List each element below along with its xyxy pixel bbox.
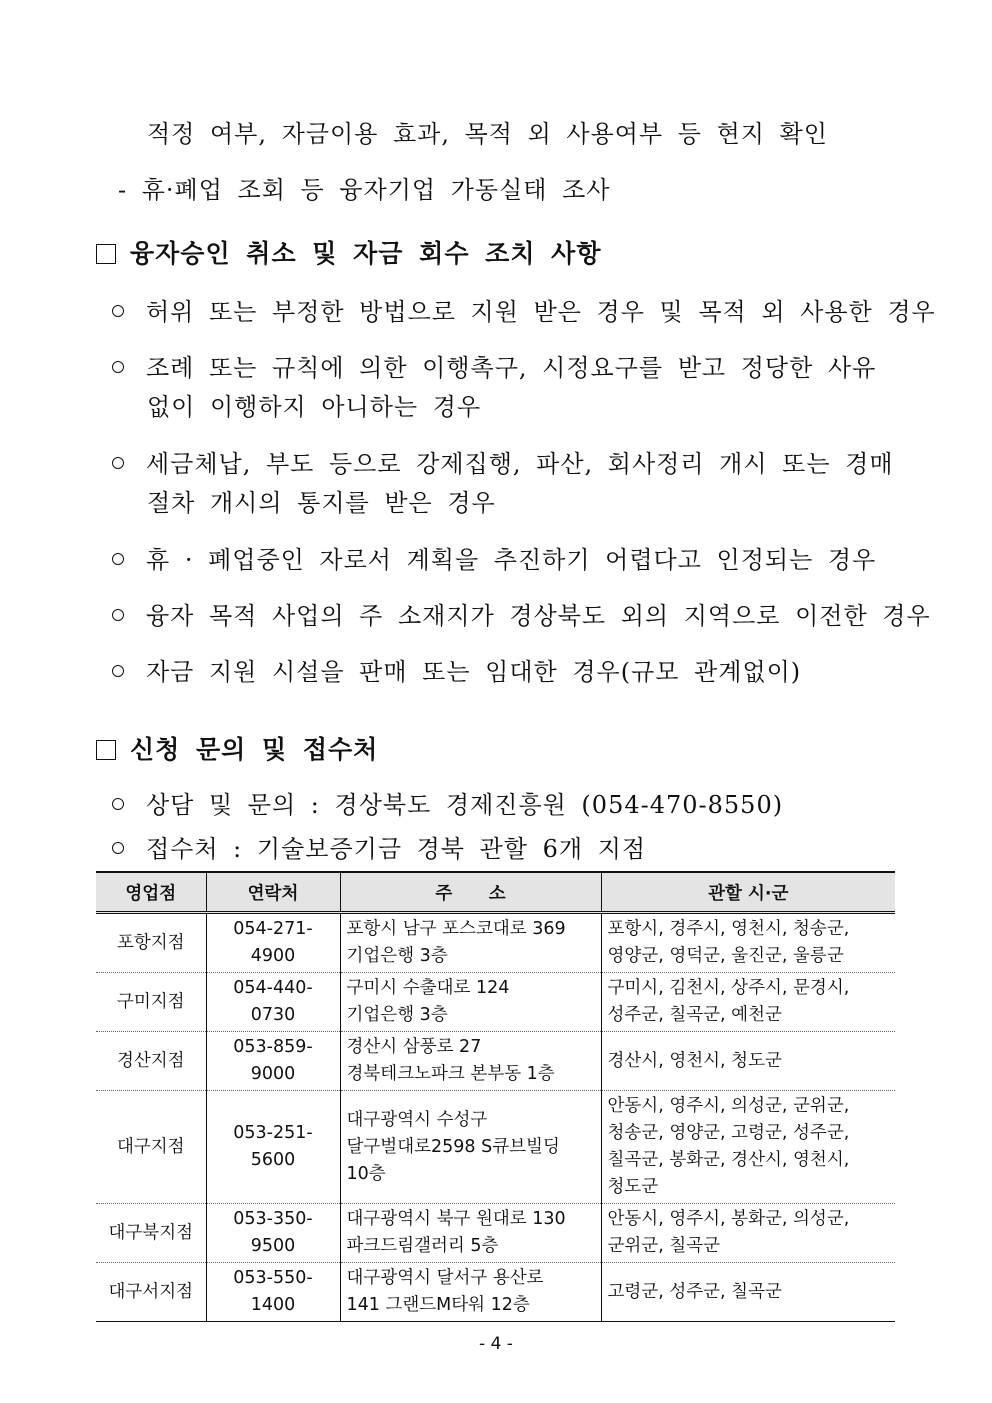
- region-line: 안동시, 영주시, 봉화군, 의성군,: [607, 1209, 850, 1229]
- branch-phone: 053-251-5600: [206, 1091, 340, 1204]
- address-line: 파크드림갤러리 5층: [346, 1236, 499, 1256]
- table-row: [96, 913, 895, 973]
- header-address: 주 소: [340, 872, 601, 913]
- table-row: [96, 1091, 895, 1204]
- region-line: 군위군, 칠곡군: [607, 1236, 721, 1256]
- section1-item: [112, 292, 936, 327]
- branch-name: 구미지점: [96, 973, 206, 1032]
- circle-bullet-icon: [112, 842, 124, 854]
- header-branch: 영업점: [96, 872, 206, 913]
- region-line: 고령군, 성주군, 칠곡군: [607, 1281, 782, 1302]
- section1-heading: [96, 234, 601, 270]
- section1-title: 융자승인 취소 및 자금 회수 조치 사항: [130, 239, 602, 268]
- section1-item-text: 휴 · 폐업중인 자로서 계획을 추진하기 어렵다고 인정되는 경우: [146, 546, 877, 574]
- circle-bullet-icon: [112, 798, 124, 810]
- branch-region: [601, 1263, 895, 1322]
- section2-item: [112, 785, 783, 820]
- circle-bullet-icon: [112, 305, 124, 317]
- address-line: 기업은행 3층: [346, 946, 448, 966]
- table-header-row: [96, 872, 895, 913]
- address-line: 10층: [346, 1163, 386, 1184]
- section1-item: [112, 540, 876, 575]
- branch-region: [601, 1032, 895, 1091]
- branch-address: [340, 1263, 601, 1322]
- table-row: [96, 1263, 895, 1322]
- section1-item: [112, 652, 801, 687]
- branch-address: [340, 973, 601, 1032]
- page-number: - 4 -: [479, 1334, 513, 1354]
- branch-address: [340, 913, 601, 973]
- address-line: 경북테크노파크 본부동 1층: [346, 1064, 555, 1084]
- checkbox-icon: [96, 740, 116, 760]
- branch-name: 대구서지점: [96, 1263, 206, 1322]
- region-line: 구미시, 김천시, 상주시, 문경시,: [607, 978, 850, 998]
- branch-address: [340, 1032, 601, 1091]
- circle-bullet-icon: [112, 609, 124, 621]
- section1-item: [112, 444, 894, 479]
- branch-region: [601, 913, 895, 973]
- branch-name: 경산지점: [96, 1032, 206, 1091]
- region-line: 영양군, 영덕군, 울진군, 울릉군: [607, 946, 844, 966]
- branch-phone: 053-859-9000: [206, 1032, 340, 1091]
- section1-item: [112, 348, 876, 383]
- table-row: [96, 1032, 895, 1091]
- branch-phone: 053-350-9500: [206, 1204, 340, 1263]
- circle-bullet-icon: [112, 553, 124, 565]
- branch-region: [601, 973, 895, 1032]
- header-region: 관할 시·군: [601, 872, 895, 913]
- region-line: 칠곡군, 봉화군, 경산시, 영천시,: [607, 1150, 850, 1170]
- table-row: [96, 973, 895, 1032]
- region-line: 청송군, 영양군, 고령군, 성주군,: [607, 1123, 850, 1143]
- region-line: 청도군: [607, 1177, 659, 1197]
- address-line: 141 그랜드M타워 12층: [346, 1295, 530, 1315]
- branch-region: [601, 1204, 895, 1263]
- circle-bullet-icon: [112, 665, 124, 677]
- region-line: 경산시, 영천시, 청도군: [607, 1050, 782, 1071]
- branch-address: [340, 1091, 601, 1204]
- branch-phone: 054-271-4900: [206, 913, 340, 973]
- branch-name: 대구지점: [96, 1091, 206, 1204]
- circle-bullet-icon: [112, 457, 124, 469]
- region-line: 포항시, 경주시, 영천시, 청송군,: [607, 919, 850, 939]
- branch-name: 포항지점: [96, 913, 206, 973]
- table-row: [96, 1204, 895, 1263]
- address-line: 구미시 수출대로 124: [346, 978, 510, 998]
- section1-item: [112, 596, 931, 631]
- address-line: 달구벌대로2598 S큐브빌딩: [346, 1136, 560, 1157]
- section2-item: [112, 829, 646, 864]
- address-line: 기업은행 3층: [346, 1005, 448, 1025]
- address-line: 대구광역시 북구 원대로 130: [346, 1209, 566, 1229]
- section1-item-continued: 없이 이행하지 아니하는 경우: [147, 393, 482, 421]
- section1-item-text: 허위 또는 부정한 방법으로 지원 받은 경우 및 목적 외 사용한 경우: [146, 298, 936, 326]
- section1-item-text: 세금체납, 부도 등으로 강제집행, 파산, 회사정리 개시 또는 경매: [146, 450, 894, 478]
- branch-table: [96, 871, 895, 1322]
- branch-phone: 053-550-1400: [206, 1263, 340, 1322]
- section1-item-text: 융자 목적 사업의 주 소재지가 경상북도 외의 지역으로 이전한 경우: [146, 602, 931, 630]
- section1-item-continued: 절차 개시의 통지를 받은 경우: [147, 489, 496, 517]
- reception-info: 접수처 : 기술보증기금 경북 관할 6개 지점: [146, 835, 647, 863]
- address-line: 경산시 삼풍로 27: [346, 1037, 482, 1057]
- branch-name: 대구북지점: [96, 1204, 206, 1263]
- section2-title: 신청 문의 및 접수처: [130, 735, 379, 764]
- branch-region: [601, 1091, 895, 1204]
- address-line: 대구광역시 달서구 용산로: [346, 1268, 544, 1288]
- region-line: 성주군, 칠곡군, 예천군: [607, 1005, 782, 1025]
- branch-phone: 054-440-0730: [206, 973, 340, 1032]
- address-line: 포항시 남구 포스코대로 369: [346, 919, 566, 939]
- region-line: 안동시, 영주시, 의성군, 군위군,: [607, 1096, 850, 1116]
- header-phone: 연락처: [206, 872, 340, 913]
- section1-item-text: 자금 지원 시설을 판매 또는 임대한 경우(규모 관계없이): [146, 658, 802, 686]
- intro-line-2: - 휴·폐업 조회 등 융자기업 가동실태 조사: [118, 176, 611, 204]
- section2-heading: [96, 730, 378, 766]
- address-line: 대구광역시 수성구: [346, 1109, 488, 1130]
- contact-info: 상담 및 문의 : 경상북도 경제진흥원 (054-470-8550): [146, 791, 784, 819]
- branch-address: [340, 1204, 601, 1263]
- checkbox-icon: [96, 244, 116, 264]
- section1-item-text: 조례 또는 규칙에 의한 이행촉구, 시정요구를 받고 정당한 사유: [146, 354, 877, 382]
- intro-line-1: 적정 여부, 자금이용 효과, 목적 외 사용여부 등 현지 확인: [147, 120, 828, 148]
- circle-bullet-icon: [112, 361, 124, 373]
